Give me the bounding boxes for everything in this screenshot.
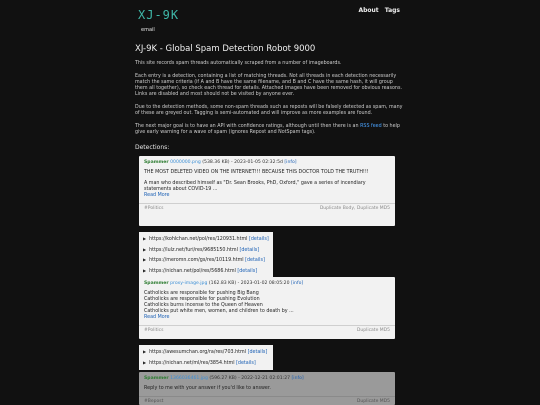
top-nav (354, 7, 400, 14)
detections-explanation: Each entry is a detection, containing a list of matching threads. Not all threads in each detection necessarily match the same criteria (if A and B have the same filename, and B and C have the same hash, it will group them all together), so check each thread for details. Attached images have been removed for obvious reasons. Links are disabled and most should not be visited by anyone ever. (135, 74, 402, 97)
false-positive-note: Due to the detection methods, some non-spam threads such as reposts will be falsely detected as spam, many of these are greyed out. Tagging is semi-automated and will improve as more examples are found. (135, 105, 403, 116)
details-link[interactable]: [details] (239, 247, 260, 253)
duplicate-reason: Duplicate MD5 (356, 328, 390, 333)
info-link[interactable]: [info] (290, 281, 304, 286)
tag-link[interactable]: #Politics (144, 328, 164, 333)
rss-feed-link[interactable]: RSS feed (360, 124, 382, 129)
thread-url: https://kohlchan.net/pol/res/120931.html (149, 237, 248, 242)
detection-body (144, 386, 390, 392)
tag-link[interactable]: #Politics (144, 206, 164, 211)
body-line: Catholicks are responsible for pushing Evolution (144, 297, 260, 302)
details-link[interactable]: [details] (249, 237, 269, 242)
detection-footer (139, 325, 395, 336)
details-link[interactable]: [details] (247, 350, 268, 355)
detection-body (144, 170, 390, 199)
body-line: A man who described himself as "Dr. Sean Brooks, PhD, Oxford," gave a series of incendiary statements about COVID-19 ... (144, 181, 366, 192)
api-note: The next major goal is to have an API with confidence ratings, although until then there is an RSS feed to help give early warning for a wave of spam (ignores Repost and NotSpam tags). (135, 124, 400, 135)
thread-list (139, 345, 273, 370)
thread-url: https://meromn.com/gs/res/10119.html (149, 258, 244, 263)
read-more-link[interactable]: Read More (144, 315, 170, 320)
details-link[interactable]: [details] (245, 258, 265, 263)
spammer-label: Spammer (144, 160, 169, 165)
body-line: Catholicks put white men, women, and children to death by ... (144, 309, 294, 314)
file-meta: (162.83 KB) - 2023-01-02 08:05:20 (208, 281, 290, 286)
details-link[interactable]: [details] (237, 268, 258, 274)
body-line: Reply to me with your answer if you'd like to answer. (144, 386, 271, 391)
detection-footer (139, 396, 395, 405)
thread-item (143, 347, 269, 358)
file-meta: (538.36 KB) - 2023-01-05 02:32:5d (202, 160, 283, 165)
triangle-right-icon[interactable]: ▶ (143, 349, 147, 354)
nav-tags-link[interactable]: Tags (384, 7, 400, 14)
detection-header (144, 160, 390, 165)
detection-body (144, 291, 390, 321)
thread-url: https://nichan.net/pol/res/5686.html (149, 268, 236, 274)
thread-item (143, 266, 269, 277)
thread-item (143, 234, 269, 245)
filename-link[interactable]: proxy-image.jpg (170, 281, 208, 286)
detection-card (139, 156, 395, 226)
triangle-right-icon[interactable]: ▶ (143, 246, 147, 252)
spammer-label: Spammer (144, 376, 169, 381)
file-meta: (596.27 KB) - 2022-12-21 02:01:27 (209, 376, 291, 381)
thread-url: https://lulz.net/furi/res/9685150.html (149, 247, 238, 253)
thread-url: https://nichan.net/ml/res/3854.html (149, 360, 235, 366)
body-line: Catholicks burns incense to the Queen of Heaven (144, 303, 263, 308)
detection-card (139, 277, 395, 339)
site-logo[interactable]: XJ-9K (138, 8, 180, 22)
triangle-right-icon[interactable]: ▶ (143, 267, 147, 273)
detection-header (144, 281, 390, 286)
nav-about-link[interactable]: About (358, 7, 379, 14)
triangle-right-icon[interactable]: ▶ (143, 359, 147, 365)
detection-header (144, 376, 390, 381)
body-line: Catholicks are responsible for pushing Big Bang (144, 291, 259, 296)
thread-list (139, 232, 273, 278)
filename-link[interactable]: 0000000.png (170, 160, 201, 165)
thread-item (143, 245, 269, 256)
read-more-link[interactable]: Read More (144, 193, 170, 198)
tag-link[interactable]: #Bepost (144, 399, 164, 404)
filename-link[interactable]: 1366036461.jpg (170, 376, 208, 381)
triangle-right-icon[interactable]: ▶ (143, 236, 147, 241)
thread-item (143, 255, 269, 266)
duplicate-reason: Duplicate MD5 (356, 399, 390, 404)
detections-heading: Detections: (135, 144, 170, 151)
thread-url: https://awesumchan.org/ra/res/703.html (149, 350, 247, 355)
email-link[interactable]: email (141, 27, 155, 33)
spammer-label: Spammer (144, 281, 169, 286)
thread-item (143, 358, 269, 369)
info-link[interactable]: [info] (284, 160, 297, 165)
details-link[interactable]: [details] (236, 360, 256, 366)
triangle-right-icon[interactable]: ▶ (143, 257, 147, 262)
info-link[interactable]: [info] (291, 376, 304, 381)
detection-footer (139, 203, 395, 214)
main-content (135, 44, 405, 151)
body-line: THE MOST DELETED VIDEO ON THE INTERNET!!! BECAUSE THIS DOCTOR TOLD THE TRUTH!!! (144, 170, 369, 175)
detection-card-greyed (139, 372, 395, 405)
page-title: XJ-9K - Global Spam Detection Robot 9000 (135, 44, 316, 54)
intro-paragraph: This site records spam threads automatically scraped from a number of imageboards. (135, 61, 342, 66)
duplicate-reason: Duplicate Body, Duplicate MD5 (319, 206, 390, 211)
